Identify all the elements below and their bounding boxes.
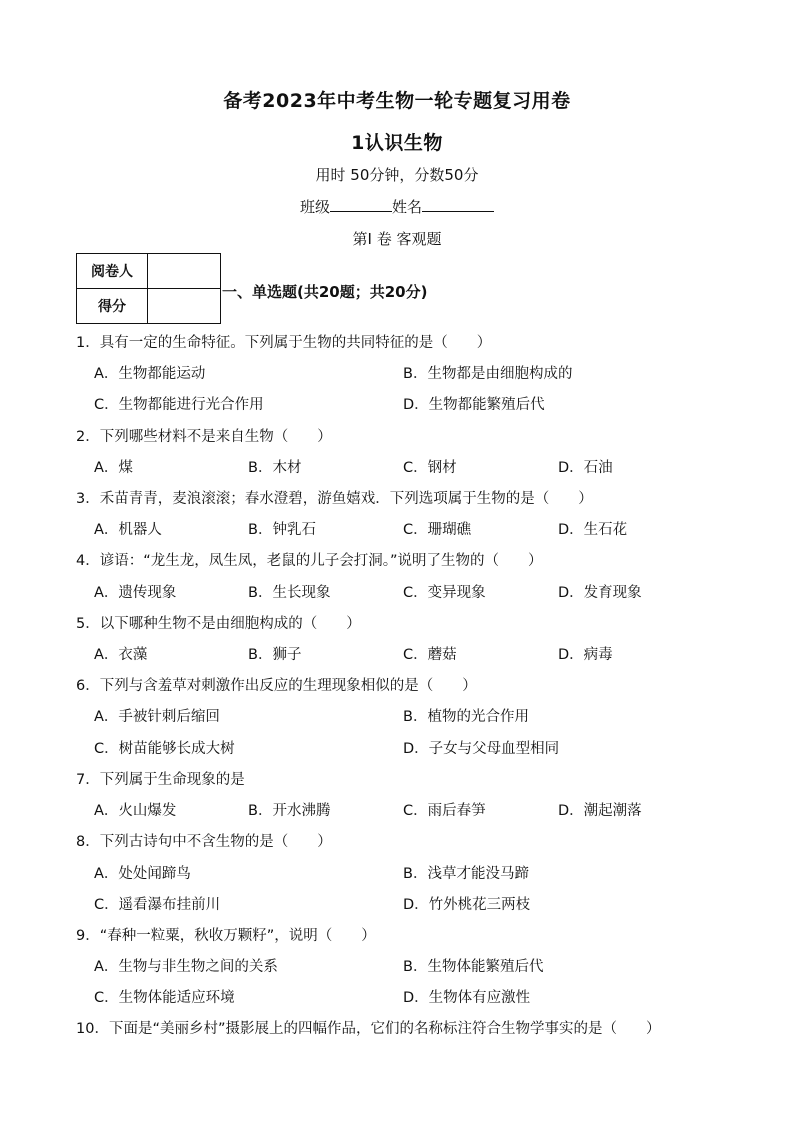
page-title: 备考2023年中考生物一轮专题复习用卷 xyxy=(223,90,571,112)
question-10: 10．下面是“美丽乡村”摄影展上的四幅作品，它们的名称标注符合生物学事实的是（ ） xyxy=(76,1021,661,1037)
q5-option-b: B．狮子 xyxy=(248,647,302,663)
q8-option-a: A．处处闻蹄鸟 xyxy=(94,866,191,882)
name-blank xyxy=(422,196,494,212)
q6-option-a: A．手被针刺后缩回 xyxy=(94,709,220,725)
question-3: 3．禾苗青青，麦浪滚滚；春水澄碧，游鱼嬉戏．下列选项属于生物的是（ ） xyxy=(76,491,593,507)
q5-option-c: C．蘑菇 xyxy=(403,647,457,663)
reviewer-label: 阅卷人 xyxy=(77,254,148,289)
q1-option-a: A．生物都能运动 xyxy=(94,366,206,382)
name-label: 姓名 xyxy=(392,198,423,216)
q7-option-b: B．开水沸腾 xyxy=(248,803,331,819)
q1-option-b: B．生物都是由细胞构成的 xyxy=(403,366,573,382)
q6-option-d: D．子女与父母血型相同 xyxy=(403,741,560,757)
q8-option-d: D．竹外桃花三两枝 xyxy=(403,897,531,913)
q5-option-a: A．衣藻 xyxy=(94,647,148,663)
q7-option-a: A．火山爆发 xyxy=(94,803,177,819)
class-label: 班级 xyxy=(299,198,330,216)
page-subtitle: 1认识生物 xyxy=(351,132,443,154)
q8-option-c: C．遥看瀑布挂前川 xyxy=(94,897,221,913)
q2-option-d: D．石油 xyxy=(558,460,613,476)
q6-option-b: B．植物的光合作用 xyxy=(403,709,529,725)
question-5: 5．以下哪种生物不是由细胞构成的（ ） xyxy=(76,616,361,632)
reviewer-value xyxy=(148,254,221,289)
q5-option-d: D．病毒 xyxy=(558,647,613,663)
score-box xyxy=(76,253,221,324)
question-8: 8．下列古诗句中不含生物的是（ ） xyxy=(76,834,332,850)
q2-option-c: C．钢材 xyxy=(403,460,457,476)
volume-label: 第Ⅰ 卷 客观题 xyxy=(352,230,442,248)
q9-option-d: D．生物体有应激性 xyxy=(403,990,531,1006)
q4-option-c: C．变异现象 xyxy=(403,585,486,601)
question-7: 7．下列属于生命现象的是 xyxy=(76,772,245,788)
score-value xyxy=(148,289,221,324)
q3-option-d: D．生石花 xyxy=(558,522,628,538)
class-name-line xyxy=(0,196,794,217)
q2-option-a: A．煤 xyxy=(94,460,133,476)
q4-option-a: A．遗传现象 xyxy=(94,585,177,601)
q1-option-c: C．生物都能进行光合作用 xyxy=(94,397,264,413)
class-blank xyxy=(330,196,392,212)
question-1: 1．具有一定的生命特征。下列属于生物的共同特征的是（ ） xyxy=(76,335,492,351)
section-heading: 一、单选题(共20题；共20分) xyxy=(222,283,428,301)
q8-option-b: B．浅草才能没马蹄 xyxy=(403,866,529,882)
q6-option-c: C．树苗能够长成大树 xyxy=(94,741,235,757)
time-score-line: 用时 50分钟，分数50分 xyxy=(315,166,479,184)
q9-option-c: C．生物体能适应环境 xyxy=(94,990,235,1006)
q1-option-d: D．生物都能繁殖后代 xyxy=(403,397,545,413)
q3-option-b: B．钟乳石 xyxy=(248,522,316,538)
q7-option-c: C．雨后春笋 xyxy=(403,803,486,819)
q9-option-a: A．生物与非生物之间的关系 xyxy=(94,959,278,975)
q3-option-a: A．机器人 xyxy=(94,522,162,538)
question-9: 9．“春种一粒粟，秋收万颗籽”，说明（ ） xyxy=(76,928,376,944)
question-4: 4．谚语：“龙生龙，凤生凤，老鼠的儿子会打洞。”说明了生物的（ ） xyxy=(76,553,543,569)
score-label: 得分 xyxy=(77,289,148,324)
q7-option-d: D．潮起潮落 xyxy=(558,803,642,819)
question-2: 2．下列哪些材料不是来自生物（ ） xyxy=(76,429,332,445)
q4-option-b: B．生长现象 xyxy=(248,585,331,601)
q3-option-c: C．珊瑚礁 xyxy=(403,522,472,538)
q9-option-b: B．生物体能繁殖后代 xyxy=(403,959,544,975)
question-6: 6．下列与含羞草对刺激作出反应的生理现象相似的是（ ） xyxy=(76,678,477,694)
q2-option-b: B．木材 xyxy=(248,460,302,476)
q4-option-d: D．发育现象 xyxy=(558,585,642,601)
